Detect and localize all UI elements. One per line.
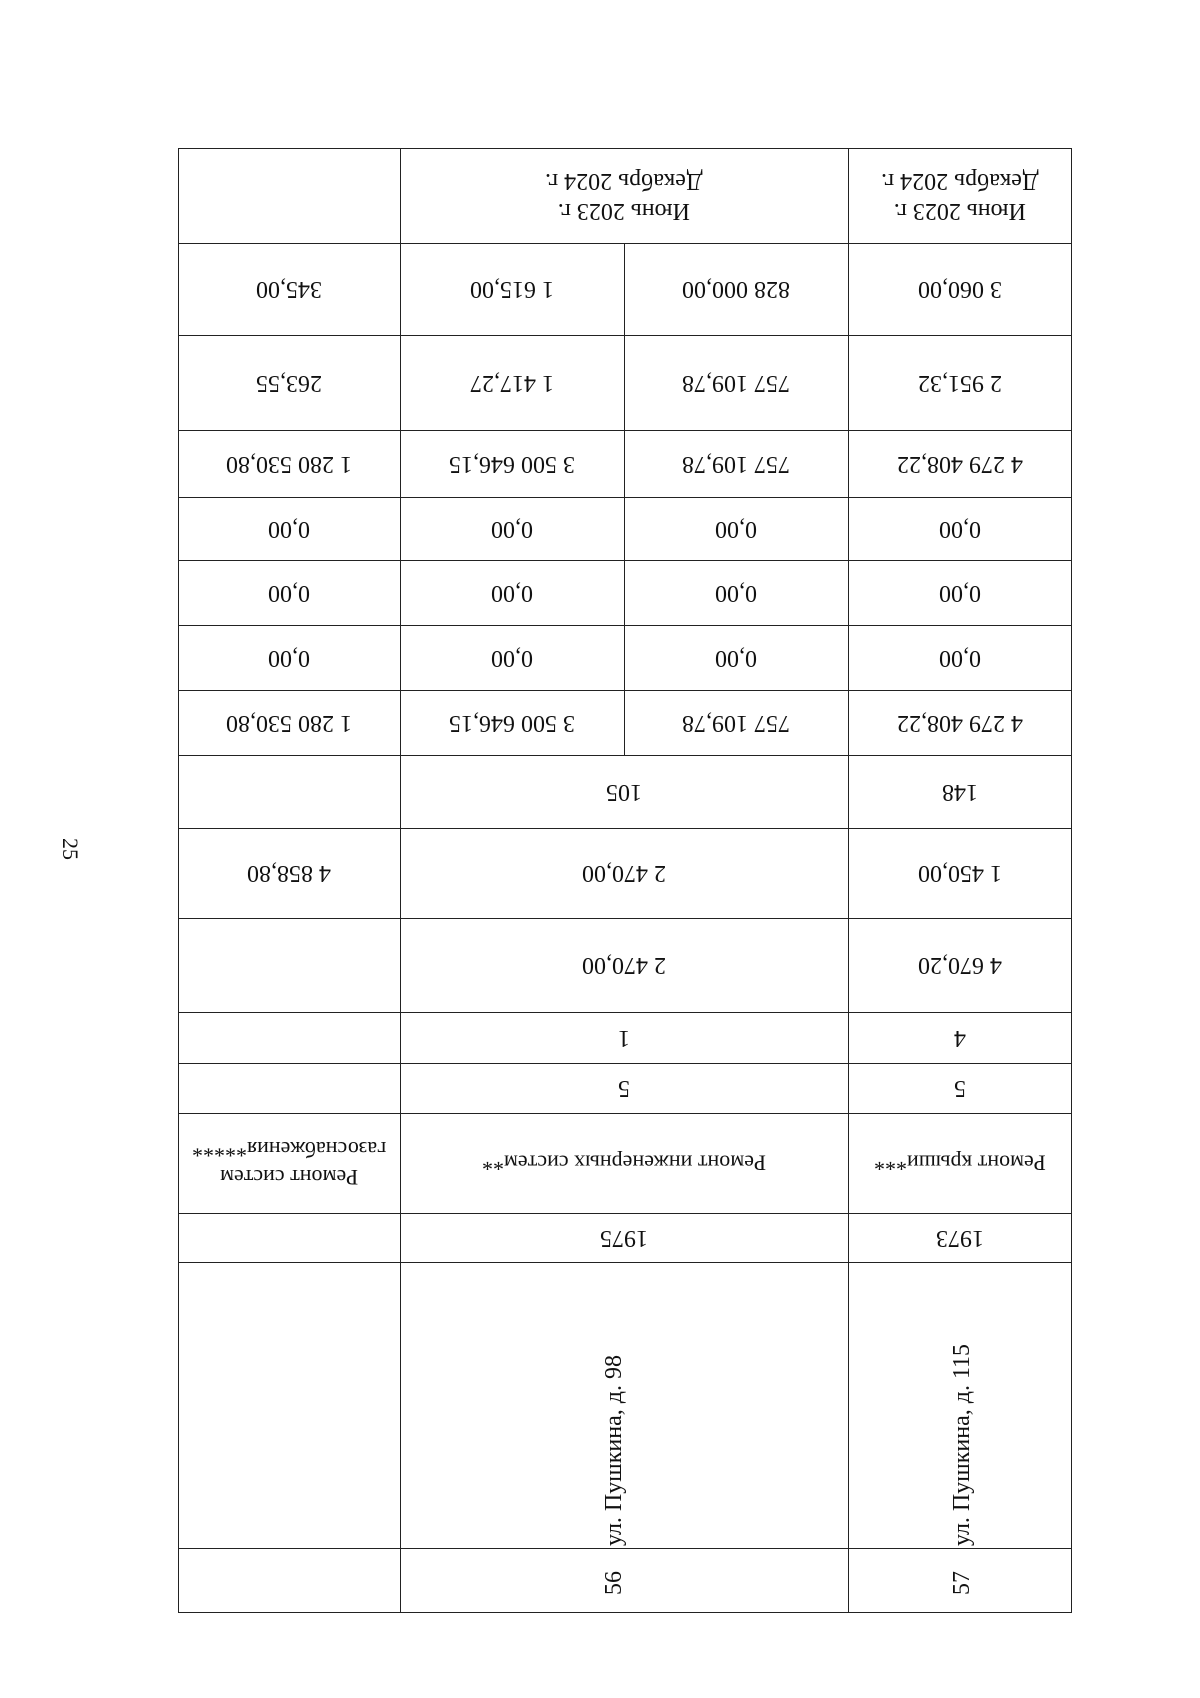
page-number: 25 xyxy=(58,838,83,860)
cost-sqm-cell xyxy=(624,335,848,430)
value: 148 xyxy=(941,778,978,805)
area-cell xyxy=(848,828,1071,918)
total-area-cell xyxy=(400,918,848,1012)
value: 0,00 xyxy=(938,515,981,542)
total-cost-cell xyxy=(624,690,848,755)
residents-cell xyxy=(848,755,1071,828)
value: 0,00 xyxy=(938,644,981,671)
floors-cell xyxy=(400,1063,848,1113)
residents-cell xyxy=(400,755,848,828)
sum-cell xyxy=(624,430,848,497)
funding-cell xyxy=(848,625,1071,690)
work-type-cell xyxy=(400,1113,848,1213)
sum-cell xyxy=(400,430,624,497)
work-type-cell xyxy=(848,1113,1071,1213)
value: 4 xyxy=(953,1024,966,1051)
value: 1975 xyxy=(600,1224,648,1251)
value: 0,00 xyxy=(268,579,310,606)
funding-cell xyxy=(178,560,400,625)
value: 0,00 xyxy=(491,579,533,606)
total-cost-cell xyxy=(848,690,1071,755)
address-cell xyxy=(400,1262,848,1548)
value: 5 xyxy=(618,1075,630,1101)
row-number-cell xyxy=(400,1548,848,1612)
value: 1 417,27 xyxy=(470,369,554,396)
funding-cell xyxy=(400,497,624,560)
year-cell xyxy=(400,1213,848,1262)
area-cell xyxy=(178,828,400,918)
value: 3 060,00 xyxy=(917,276,1002,302)
value: 0,00 xyxy=(715,515,757,542)
period-text: Июнь 2023 г. Декабрь 2024 г. xyxy=(880,167,1039,224)
value: 5 xyxy=(953,1075,966,1101)
work-type-cell xyxy=(178,1113,400,1213)
value: 1 615,00 xyxy=(470,276,554,302)
row-number: 57 xyxy=(949,1571,975,1595)
floors-cell xyxy=(848,1063,1071,1113)
value: 3 500 646,15 xyxy=(449,450,575,477)
period-cell xyxy=(400,148,848,243)
value: 1973 xyxy=(935,1224,984,1251)
value: Ремонт крыши*** xyxy=(873,1150,1046,1176)
value: Ремонт систем газоснабжения***** xyxy=(191,1137,387,1190)
row-number-cell xyxy=(848,1548,1071,1612)
value: 4 670,20 xyxy=(917,952,1002,978)
total-cost-cell xyxy=(400,690,624,755)
limit-cell xyxy=(178,243,400,335)
limit-cell xyxy=(848,243,1071,335)
limit-cell xyxy=(400,243,624,335)
funding-cell xyxy=(400,560,624,625)
address-text: ул. Пушкина, д. 115 xyxy=(949,1343,975,1546)
value: 0,00 xyxy=(268,515,310,542)
period-cell xyxy=(848,148,1071,243)
sum-cell xyxy=(178,430,400,497)
entrances-cell xyxy=(848,1012,1071,1063)
funding-cell xyxy=(624,560,848,625)
table-border-right xyxy=(1071,148,1072,1613)
value: 4 858,80 xyxy=(247,860,331,886)
value: 1 280 530,80 xyxy=(226,450,352,477)
value: 757 109,78 xyxy=(682,450,790,477)
value: 0,00 xyxy=(715,579,757,606)
funding-cell xyxy=(178,497,400,560)
value: 0,00 xyxy=(268,644,310,671)
address-cell xyxy=(848,1262,1071,1548)
funding-cell xyxy=(848,560,1071,625)
total-area-cell xyxy=(848,918,1071,1012)
value: 0,00 xyxy=(491,515,533,542)
table-border-bottom xyxy=(178,1612,1072,1613)
value: 3 500 646,15 xyxy=(449,709,575,736)
value: 0,00 xyxy=(491,644,533,671)
value: 1 xyxy=(618,1024,630,1051)
value: 2 951,32 xyxy=(917,369,1002,396)
limit-cell xyxy=(624,243,848,335)
value: 2 470,00 xyxy=(582,952,666,978)
cost-sqm-cell xyxy=(400,335,624,430)
value: 2 470,00 xyxy=(582,860,666,886)
value: 0,00 xyxy=(715,644,757,671)
value: 1 450,00 xyxy=(917,860,1002,886)
value: 345,00 xyxy=(256,276,322,302)
value: 757 109,78 xyxy=(682,709,790,736)
cost-sqm-cell xyxy=(848,335,1071,430)
value: 828 000,00 xyxy=(682,276,790,302)
value: Ремонт инженерных систем** xyxy=(482,1150,766,1176)
funding-cell xyxy=(624,497,848,560)
year-cell xyxy=(848,1213,1071,1262)
value: 1 280 530,80 xyxy=(226,709,352,736)
value: 0,00 xyxy=(938,579,981,606)
value: 4 279 408,22 xyxy=(896,709,1023,736)
entrances-cell xyxy=(400,1012,848,1063)
total-cost-cell xyxy=(178,690,400,755)
cost-sqm-cell xyxy=(178,335,400,430)
funding-cell xyxy=(624,625,848,690)
row-number: 56 xyxy=(601,1571,627,1595)
funding-cell xyxy=(178,625,400,690)
period-text: Июнь 2023 г. Декабрь 2024 г. xyxy=(545,167,703,224)
value: 105 xyxy=(606,778,642,805)
repair-schedule-table xyxy=(178,148,1072,1613)
area-cell xyxy=(400,828,848,918)
value: 263,55 xyxy=(256,369,322,396)
funding-cell xyxy=(400,625,624,690)
address-text: ул. Пушкина, д. 98 xyxy=(601,1355,627,1546)
value: 4 279 408,22 xyxy=(896,450,1023,477)
value: 757 109,78 xyxy=(682,369,790,396)
sum-cell xyxy=(848,430,1071,497)
funding-cell xyxy=(848,497,1071,560)
